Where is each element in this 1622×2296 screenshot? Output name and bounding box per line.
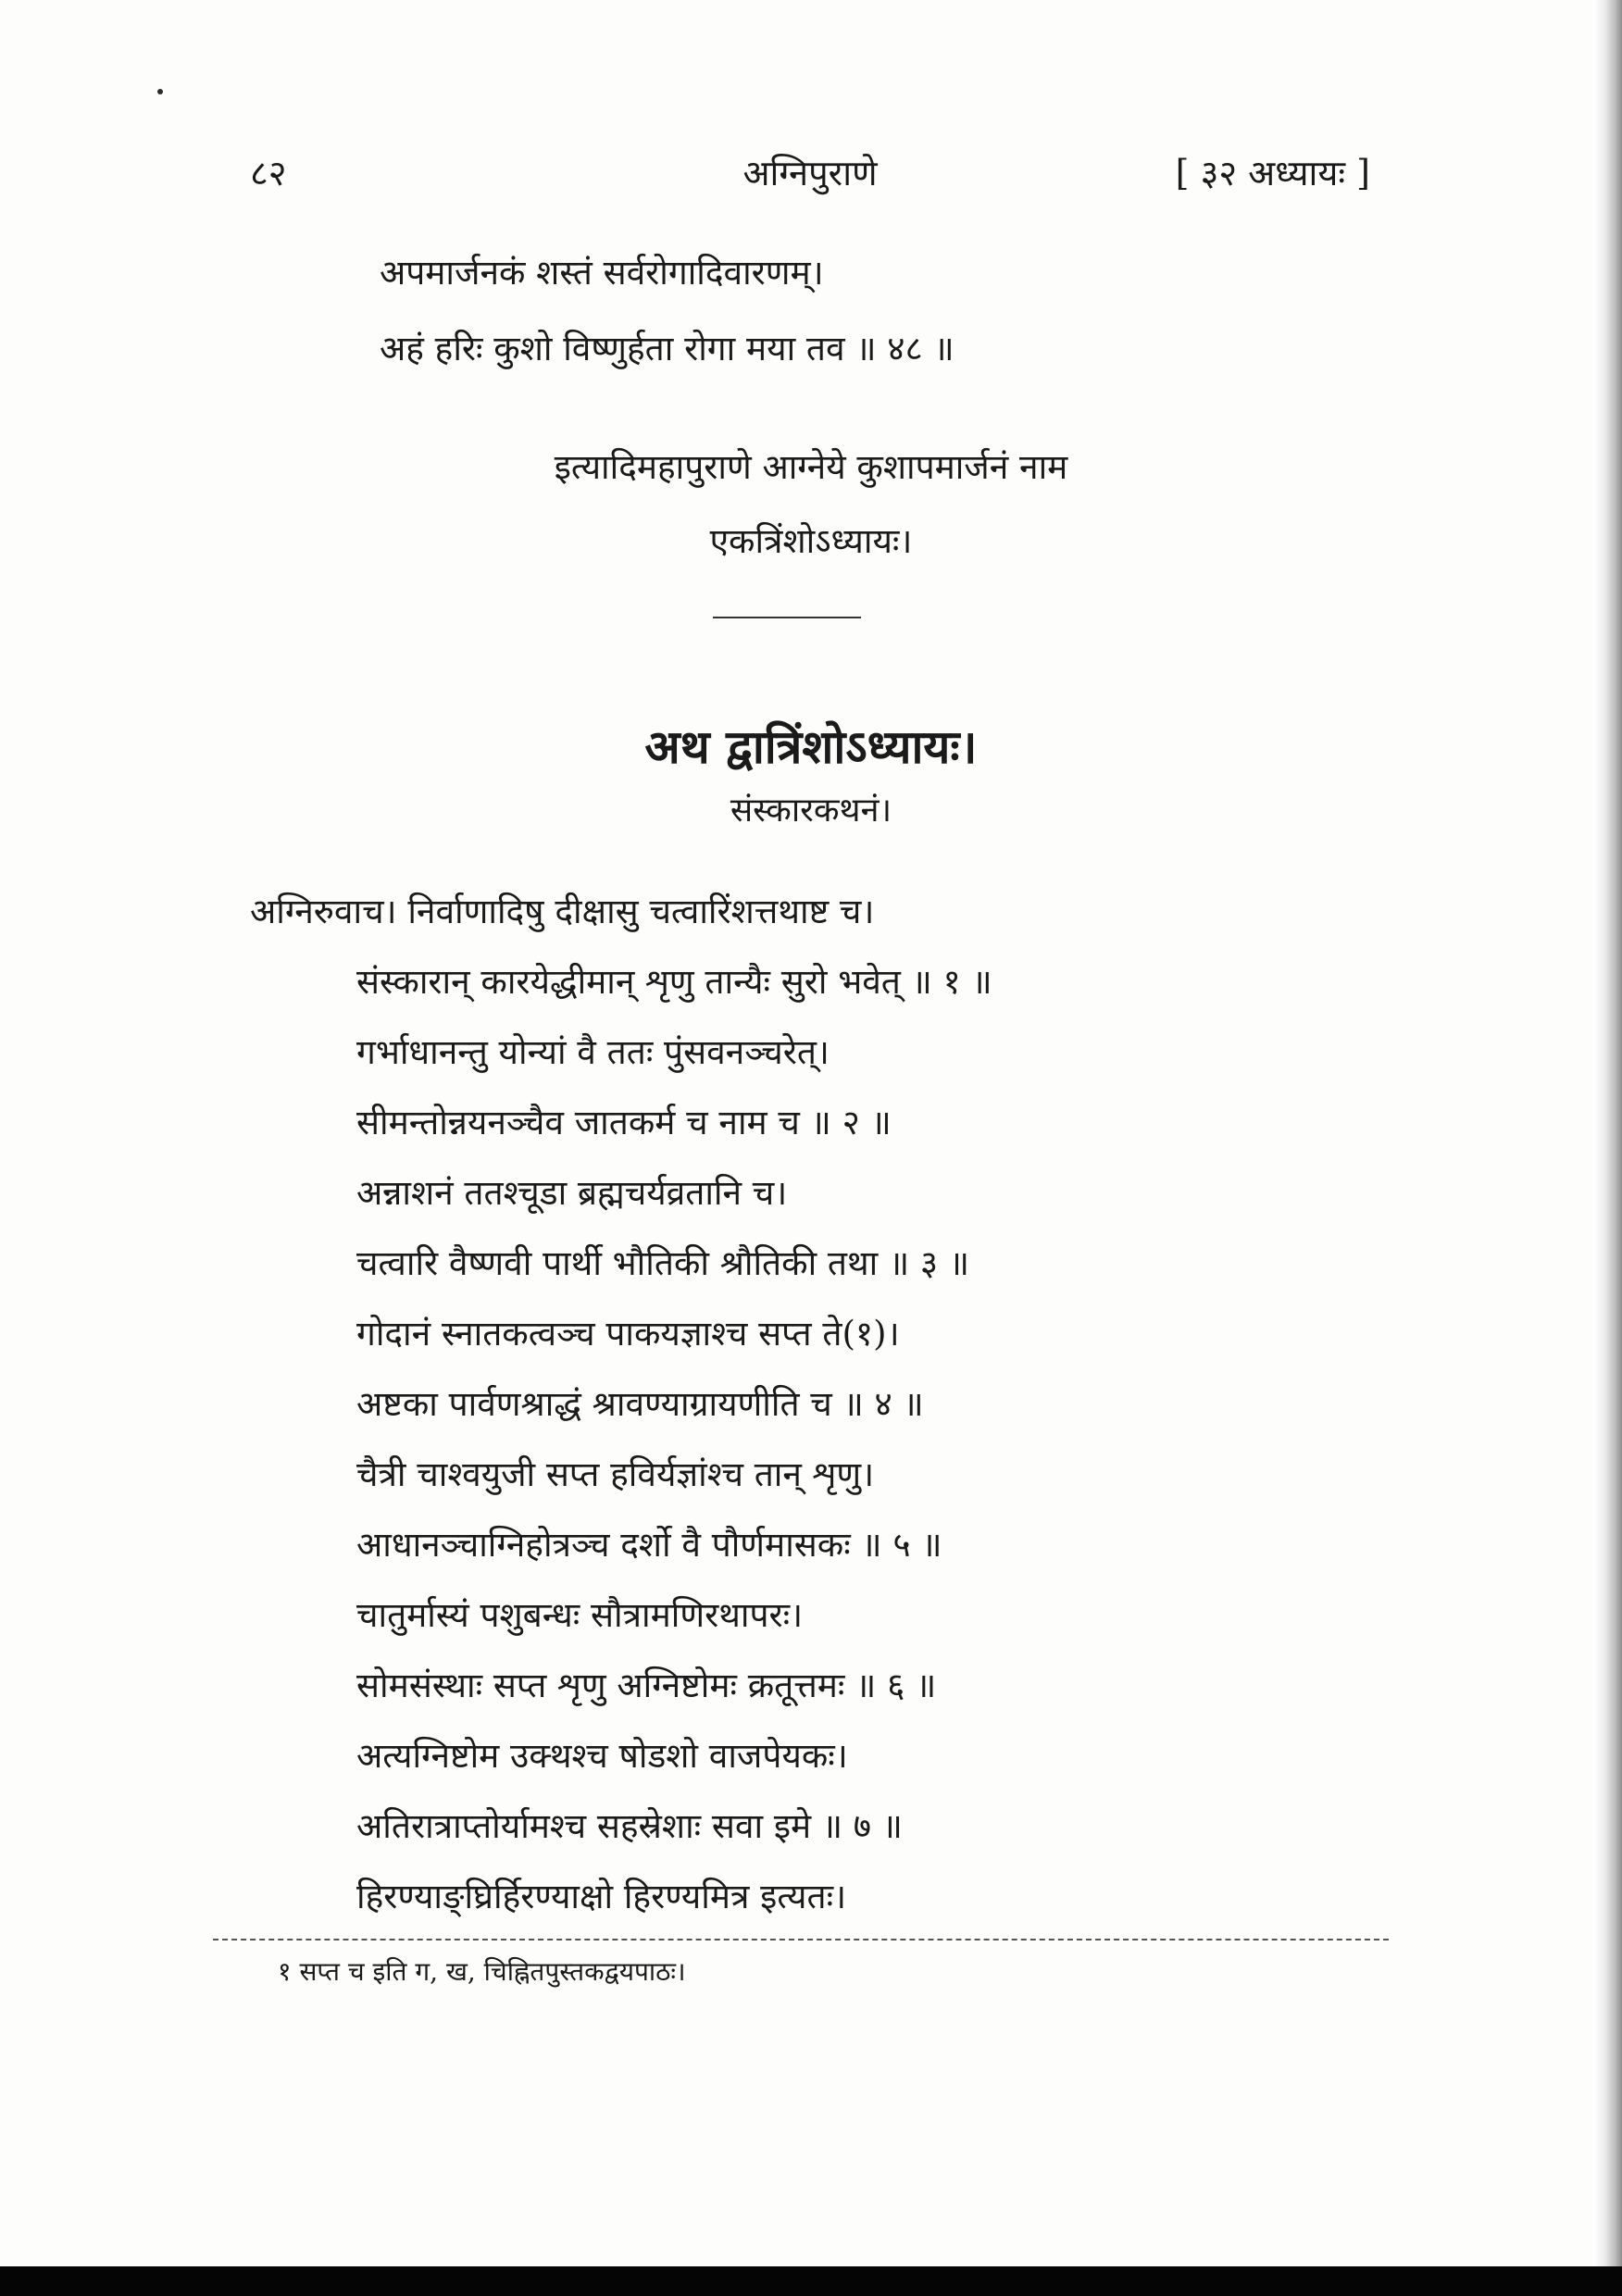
verse-line: अष्टका पार्वणश्राद्धं श्रावण्याग्रायणीति च ॥ ४ ॥ — [356, 1384, 924, 1424]
page-edge-shadow — [1594, 0, 1622, 2296]
verse-line: अपमार्जनकं शस्तं सर्वरोगादिवारणम्। — [380, 253, 824, 293]
verse-line: आधानञ्चाग्निहोत्रञ्च दर्शो वै पौर्णमासकः ॥ ५ ॥ — [356, 1525, 942, 1565]
colophon-line: इत्यादिमहापुराणे आग्नेये कुशापमार्जनं नाम — [554, 447, 1068, 487]
verse-line: सीमन्तोन्नयनञ्चैव जातकर्म च नाम च ॥ २ ॥ — [356, 1103, 892, 1142]
verse-line: अहं हरिः कुशो विष्णुर्हता रोगा मया तव ॥ ४८ ॥ — [380, 329, 954, 368]
section-divider — [713, 617, 861, 618]
verse-line: चैत्री चाश्वयुजी सप्त हविर्यज्ञांश्च तान् शृणु। — [356, 1454, 875, 1494]
verse-line: सोमसंस्थाः सप्त शृणु अग्निष्टोमः क्रतूत्तमः ॥ ६ ॥ — [356, 1666, 937, 1705]
running-header — [250, 148, 1370, 204]
verse-line: गोदानं स्नातकत्वञ्च पाकयज्ञाश्च सप्त ते(१)। — [356, 1314, 900, 1354]
verse-line: अग्निरुवाच। निर्वाणादिषु दीक्षासु चत्वारिंशत्तथाष्ट च। — [250, 892, 875, 931]
verse-line: अतिरात्राप्तोर्यामश्च सहस्रेशाः सवा इमे ॥ ७ ॥ — [356, 1806, 903, 1846]
footnote-rule — [213, 1939, 1389, 1940]
verse-line: चत्वारि वैष्णवी पार्थी भौतिकी श्रौतिकी तथा ॥ ३ ॥ — [356, 1243, 970, 1283]
chapter-reference: [ ३२ अध्यायः ] — [1175, 153, 1370, 193]
verse-line: चातुर्मास्यं पशुबन्धः सौत्रामणिरथापरः। — [356, 1595, 804, 1635]
scan-speck — [157, 89, 163, 94]
verse-line: हिरण्याङ्घ्रिर्हिरण्याक्षो हिरण्यमित्र इत्यतः। — [356, 1877, 847, 1916]
footnote: १ सप्त च इति ग, ख, चिह्नितपुस्तकद्वयपाठः। — [278, 1956, 686, 1987]
verse-line: अन्नाशनं ततश्चूडा ब्रह्मचर्यव्रतानि च। — [356, 1173, 788, 1213]
page-number: ८२ — [250, 153, 287, 193]
verse-line: गर्भाधानन्तु योन्यां वै ततः पुंसवनञ्चरेत्। — [356, 1032, 830, 1072]
chapter-subheading: संस्कारकथनं। — [730, 792, 892, 830]
chapter-heading: अथ द्वात्रिंशोऽध्यायः। — [644, 719, 978, 774]
book-title: अग्निपुराणे — [742, 153, 878, 193]
scan-bottom-border — [0, 2266, 1622, 2296]
colophon-line: एकत्रिंशोऽध्यायः। — [709, 521, 913, 561]
verse-line: संस्कारान् कारयेद्धीमान् शृणु तान्यैः सुरो भवेत् ॥ १ ॥ — [356, 962, 992, 1002]
verse-line: अत्यग्निष्टोम उक्थश्च षोडशो वाजपेयकः। — [356, 1736, 848, 1776]
